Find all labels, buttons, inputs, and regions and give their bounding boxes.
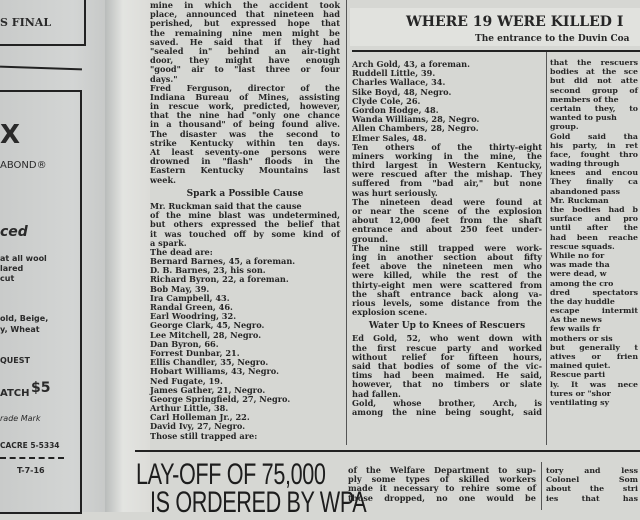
text-line: tims had been maimed. He said, xyxy=(352,370,542,381)
text-line: mine in which the accident took xyxy=(150,0,340,10)
text-line: ly. It was nece xyxy=(550,379,638,389)
column-rule xyxy=(546,52,547,445)
text-line: knees and encou xyxy=(550,168,638,178)
text-line: Ten others of the thirty-eight xyxy=(352,141,542,152)
text-line: At least seventy-one persons were xyxy=(150,147,340,157)
text-line: suffered from "bad air," but none xyxy=(352,178,542,189)
text-line: Mr. Ruckman said that the cause xyxy=(150,200,302,211)
text-line: "sealed in" behind an air-tight xyxy=(150,45,340,56)
text-line: wanted to push xyxy=(550,113,617,123)
text-line: The nineteen dead were found at xyxy=(352,196,542,207)
text-line: George Springfield, 27, Negro. xyxy=(150,393,291,404)
text-line: Earl Woodring, 32. xyxy=(150,311,237,322)
text-line: his party, in ret xyxy=(550,140,638,150)
text-line: among the nine being sought, said xyxy=(352,406,542,417)
ad-dashed-rule xyxy=(0,457,64,459)
text-line: rious levels, some distance from the xyxy=(352,297,542,308)
ad-line: cut xyxy=(0,274,15,283)
text-line: tures or "shor xyxy=(550,388,611,398)
text-line: Arch Gold, 43, a foreman. xyxy=(352,59,470,69)
text-line: Arthur Little, 38. xyxy=(150,403,229,414)
text-line: said that bodies of some of the vic- xyxy=(352,361,542,372)
text-line: ventilating sy xyxy=(550,397,610,407)
text-line: made it necessary to rehire some of xyxy=(348,483,536,494)
text-line: the day huddle xyxy=(550,296,615,306)
text-line: thirty-eight men were scattered from xyxy=(352,279,542,290)
text-line: door, they might have enough xyxy=(150,55,340,66)
text-line: but others expressed the belief that xyxy=(150,219,340,230)
text-line: atives or frien xyxy=(550,352,638,361)
text-line: had been reache xyxy=(550,232,638,242)
photo-headline: WHERE 19 WERE KILLED I xyxy=(406,14,624,30)
text-line: miners working in the mine, the xyxy=(352,150,542,161)
text-line: Mr. Ruckman xyxy=(550,195,609,205)
section-rule xyxy=(135,450,640,452)
text-line: the first rescue party and worked xyxy=(352,342,542,353)
ad-line: rade Mark xyxy=(0,414,41,423)
text-line: saved. He said that if they had xyxy=(150,36,340,47)
ad-phone: CACRE 5-5334 xyxy=(0,441,60,450)
text-line: Gold, whose brother, Arch, is xyxy=(352,397,542,408)
ad-line: QUEST xyxy=(0,356,30,365)
ad-tagline: ced xyxy=(0,224,28,240)
text-line: that the nine had "only one chance xyxy=(150,110,340,121)
ad-box xyxy=(0,90,82,514)
text-line: James Gather, 21, Negro. xyxy=(150,384,266,395)
text-line: members of the xyxy=(550,94,619,104)
text-line: among the cro xyxy=(550,278,614,288)
text-line: drowned in "flash" floods in the xyxy=(150,156,340,167)
text-line: D. B. Barnes, 23, his son. xyxy=(150,265,266,276)
text-line: had fallen. xyxy=(352,388,401,399)
text-line: however, that no timbers or slate xyxy=(352,379,542,390)
text-line: As the news xyxy=(550,315,602,325)
text-line: of the Welfare Department to sup- xyxy=(348,465,536,475)
layoff-column-2 xyxy=(546,466,638,503)
text-line: Sike Boyd, 48, Negro. xyxy=(352,86,452,97)
text-line: Ruddell Little, 39. xyxy=(352,68,436,79)
ad-price: $5 xyxy=(31,380,51,396)
text-line: mothers or sis xyxy=(550,333,613,343)
subheading: Spark a Possible Cause xyxy=(186,188,304,199)
text-line: the shaft entrance back along va- xyxy=(352,288,542,299)
text-line: bodies at the sce xyxy=(550,67,638,77)
ad-line: old, Beige, xyxy=(0,314,49,323)
text-line: the remaining nine men might be xyxy=(150,27,340,38)
text-line: Richard Byron, 22, a foreman. xyxy=(150,274,289,285)
text-line: was made tha xyxy=(550,260,610,270)
text-line: or near the scene of the explosion xyxy=(352,206,542,216)
text-line: Gold said tha xyxy=(550,131,638,141)
photo-caption: The entrance to the Duvin Coa xyxy=(475,34,630,44)
ad-big-letter: X xyxy=(0,120,21,150)
text-line: was hurt seriously. xyxy=(352,187,438,198)
text-line: Elmer Sales, 48. xyxy=(352,132,427,143)
text-line: certain they, to xyxy=(550,103,638,113)
text-line: strike Kentucky within ten days. xyxy=(150,137,340,148)
text-line: The dead are: xyxy=(150,246,213,257)
text-line: Rescue parti xyxy=(550,370,606,380)
text-line: entrance and about 250 feet under- xyxy=(352,224,542,235)
ad-brand: ABOND® xyxy=(0,160,47,171)
article-column-2 xyxy=(352,60,542,417)
photo-banner xyxy=(350,8,640,46)
text-line: Eastern Kentucky Mountains last xyxy=(150,165,340,176)
text-line: in rescue work, predicted, however, xyxy=(150,101,340,112)
text-line: face, fought thro xyxy=(550,149,638,159)
text-line: were killed, while the rest of the xyxy=(352,270,542,281)
text-line: third largest in Western Kentucky, xyxy=(352,160,542,171)
article-column-1 xyxy=(150,1,340,441)
text-line: ground. xyxy=(352,233,388,244)
text-line: but did not atte xyxy=(550,76,638,86)
text-line: about 12,000 feet from the shaft xyxy=(352,215,542,226)
text-line: Allen Chambers, 28, Negro. xyxy=(352,123,479,134)
banner-rule xyxy=(352,50,640,52)
text-line: ing in another section about fifty xyxy=(352,251,542,262)
text-line: about the stri xyxy=(546,484,638,494)
text-line: were rescued after the mishap. They xyxy=(352,169,542,180)
text-line: Forrest Dunbar, 21. xyxy=(150,347,240,358)
text-line: second group of xyxy=(550,85,638,95)
text-line: Ellis Chandler, 35, Negro. xyxy=(150,357,269,368)
text-line: place, announced that nineteen had xyxy=(150,9,340,20)
column-rule xyxy=(541,462,542,510)
text-line: Charles Wallace, 34. xyxy=(352,77,446,88)
text-line: in a thousand" of being found alive. xyxy=(150,119,340,130)
headline-layoff-2: IS ORDERED BY WPA xyxy=(150,486,367,519)
text-line: dred spectators xyxy=(550,287,638,297)
text-line: Lee Mitchell, 28, Negro. xyxy=(150,329,262,340)
text-line: mained quiet. xyxy=(550,361,611,371)
text-line: until after the xyxy=(550,223,638,233)
text-line: perished, but expressed hope that xyxy=(150,18,340,29)
ad-line: at all wool xyxy=(0,254,47,263)
text-line: Randal Green, 46. xyxy=(150,302,233,313)
text-line: group. xyxy=(550,122,579,132)
text-line: a spark. xyxy=(150,237,187,248)
text-line: Those still trapped are: xyxy=(150,430,258,441)
text-line: Indiana Bureau of Mines, assisting xyxy=(150,91,340,102)
text-line: Carl Holleman Jr., 22. xyxy=(150,412,250,423)
text-line: tory and less xyxy=(546,466,638,475)
text-line: those dropped, no one would be xyxy=(348,492,536,503)
text-line: it was touched off by some kind of xyxy=(150,228,340,239)
text-line: explosion scene. xyxy=(352,307,428,318)
text-line: rescue squads. xyxy=(550,241,615,251)
text-line: Ned Fugate, 19. xyxy=(150,375,223,386)
text-line: Bob May, 39. xyxy=(150,283,210,294)
column-rule xyxy=(346,0,347,445)
page-gutter xyxy=(105,0,150,512)
text-line: Bernard Barnes, 45, a foreman. xyxy=(150,256,296,267)
ad-line: ATCH xyxy=(0,388,30,399)
text-line: without relief for fifteen hours, xyxy=(352,351,542,362)
text-line: David Ivy, 27, Negro. xyxy=(150,421,246,432)
text-line: surface and pro xyxy=(550,214,638,224)
text-line: days." xyxy=(150,73,178,84)
text-line: of the mine blast was undetermined, xyxy=(150,210,340,221)
text-line: Wanda Williams, 28, Negro. xyxy=(352,114,480,125)
text-line: While no for xyxy=(550,250,605,260)
ad-date-mark: T-7-16 xyxy=(17,466,45,475)
ad-line: lared xyxy=(0,264,24,273)
text-line: Fred Ferguson, director of the xyxy=(150,82,340,93)
ad-edition: S FINAL xyxy=(0,16,52,29)
text-line: the bodies had b xyxy=(550,205,638,214)
text-line: wading through xyxy=(550,159,620,169)
text-line: Ed Gold, 52, who went down with xyxy=(352,333,542,344)
headline-layoff: LAY-OFF OF 75,000 xyxy=(136,458,326,491)
subheading: Water Up to Knees of Rescuers xyxy=(368,321,526,332)
layoff-column-1 xyxy=(348,466,536,503)
text-line: were dead, w xyxy=(550,269,607,279)
text-line: Clyde Cole, 26. xyxy=(352,95,421,106)
text-line: but generally t xyxy=(550,342,638,352)
text-line: that the rescuers xyxy=(550,58,638,67)
text-line: Hobart Williams, 43, Negro. xyxy=(150,366,279,377)
text-line: abandoned pass xyxy=(550,186,620,196)
text-line: Gordon Hodge, 48. xyxy=(352,104,439,115)
text-line: "good" air to "last three or four xyxy=(150,64,340,75)
ad-line: y, Wheat xyxy=(0,325,40,334)
text-line: They finally ca xyxy=(550,177,638,187)
text-line: escape intermit xyxy=(550,306,638,316)
text-line: The nine still trapped were work- xyxy=(352,242,542,253)
text-line: feet above the nineteen men who xyxy=(352,261,542,272)
text-line: week. xyxy=(150,174,176,185)
text-line: ies that has xyxy=(546,493,638,503)
text-line: George Clark, 45, Negro. xyxy=(150,320,265,331)
article-column-3 xyxy=(550,58,638,407)
text-line: Colonel Som xyxy=(546,475,638,485)
text-line: Dan Byron, 66. xyxy=(150,338,219,349)
text-line: ply some types of skilled workers xyxy=(348,474,536,485)
text-line: few wails fr xyxy=(550,324,600,334)
text-line: Ira Campbell, 43. xyxy=(150,292,230,303)
text-line: The disaster was the second to xyxy=(150,128,340,139)
